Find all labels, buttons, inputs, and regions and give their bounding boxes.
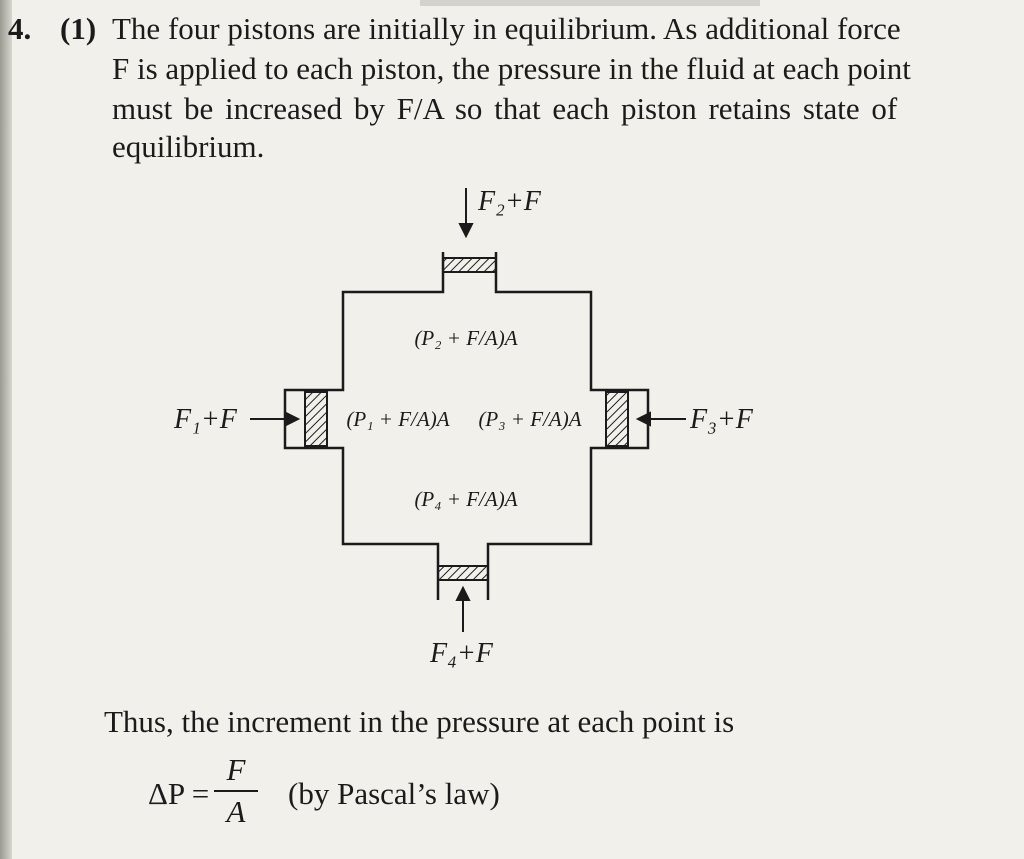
equation-note: (by Pascal’s law) <box>288 776 500 811</box>
fraction-denominator: A <box>226 794 246 829</box>
equation-lhs: ΔP = <box>148 776 210 811</box>
question-line-2: F is applied to each piston, the pressure in the fluid at each point <box>112 51 911 86</box>
equation-fraction <box>208 752 264 830</box>
pressure-label-bottom: (P₄ + F/A)A <box>414 487 518 511</box>
conclusion-text: Thus, the increment in the pressure at each point is <box>104 704 735 739</box>
question-line-1: The four pistons are initially in equilibrium. As additional force <box>112 11 901 46</box>
vessel-outline <box>285 252 648 600</box>
arrow-left <box>250 413 298 425</box>
fraction-numerator: F <box>226 752 246 787</box>
arrow-right <box>638 413 686 425</box>
arrow-top <box>460 188 472 236</box>
question-line-4: equilibrium. <box>112 129 265 164</box>
arrow-bottom <box>457 588 469 632</box>
question-part: (1) <box>60 11 97 46</box>
force-label-right: F₃+F <box>690 404 753 435</box>
question-line-3: must be increased by F/A so that each piston retains state of <box>112 91 898 126</box>
force-label-top: F₂+F <box>478 186 541 217</box>
force-label-left: F₁+F <box>174 404 237 435</box>
piston-right <box>606 392 628 446</box>
pressure-label-right: (P₃ + F/A)A <box>478 407 582 431</box>
pascal-equation <box>148 752 568 842</box>
fraction-bar <box>214 790 258 792</box>
piston-top <box>443 258 496 272</box>
question-number: 4. <box>8 11 32 46</box>
pressure-label-top: (P₂ + F/A)A <box>414 326 518 350</box>
piston-bottom <box>438 566 488 580</box>
piston-left <box>305 392 327 446</box>
force-label-bottom: F₄+F <box>430 638 493 669</box>
pressure-label-left: (P₁ + F/A)A <box>346 407 450 431</box>
